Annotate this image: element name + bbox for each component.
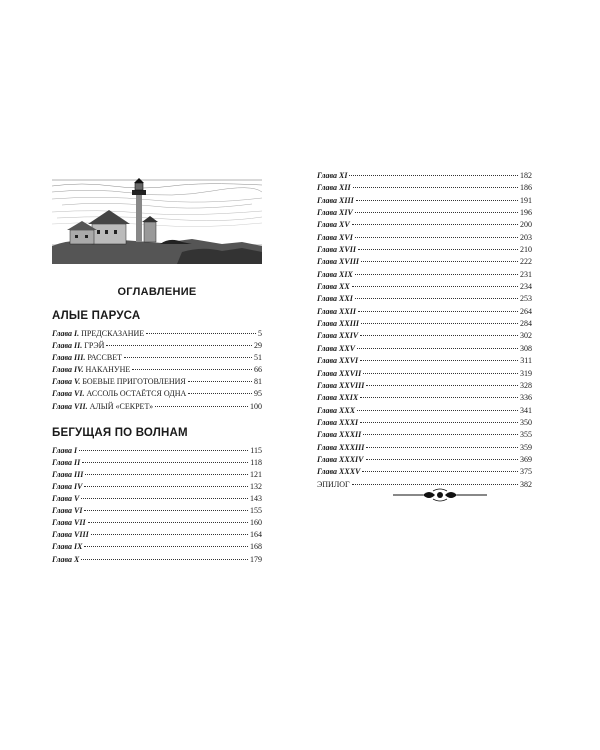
page-number: 143 [250, 494, 262, 504]
page-number: 179 [250, 554, 262, 564]
page-number: 359 [520, 442, 532, 452]
page-number: 66 [254, 365, 262, 375]
toc-entry[interactable]: Глава XIV 196 [317, 207, 532, 219]
page-number: 264 [520, 306, 532, 316]
page-number: 350 [520, 417, 532, 427]
page-number: 328 [520, 380, 532, 390]
toc-entry[interactable]: Глава XXII 264 [317, 306, 532, 318]
page-number: 196 [520, 208, 532, 218]
toc-entry[interactable]: Глава XVII 210 [317, 244, 532, 256]
toc-entry[interactable]: Глава XXIV 302 [317, 330, 532, 342]
toc-entry[interactable]: Глава XXXIII 359 [317, 442, 532, 454]
toc-entry[interactable]: Глава XXXIV 369 [317, 454, 532, 466]
page-number: 182 [520, 171, 532, 180]
page-number: 191 [520, 195, 532, 205]
toc-entry[interactable]: Глава XIII 191 [317, 195, 532, 207]
page-number: 115 [250, 445, 262, 455]
page-number: 336 [520, 393, 532, 403]
page-number: 100 [250, 401, 262, 411]
toc-entry[interactable]: Глава VI. АССОЛЬ ОСТАЁТСЯ ОДНА 95 [52, 388, 262, 400]
page-number: 132 [250, 481, 262, 491]
page-number: 95 [254, 389, 262, 399]
toc-list-section1 [52, 328, 262, 413]
toc-entry[interactable]: Глава IV. НАКАНУНЕ 66 [52, 364, 262, 376]
page-number: 369 [520, 454, 532, 464]
page-number: 284 [520, 319, 532, 329]
page-number: 164 [250, 530, 262, 540]
toc-entry[interactable]: Глава XXIX 336 [317, 392, 532, 404]
page-number: 121 [250, 469, 262, 479]
toc-entry[interactable]: Глава XI 182 [317, 170, 532, 182]
toc-entry[interactable]: Глава XXXII 355 [317, 429, 532, 441]
toc-title: ОГЛАВЛЕНИЕ [117, 286, 197, 298]
page-number: 382 [520, 479, 532, 489]
page-number: 155 [250, 506, 262, 516]
toc-entry[interactable]: Глава III 121 [52, 469, 262, 481]
right-page [317, 170, 532, 491]
toc-entry[interactable]: Глава XXXI 350 [317, 417, 532, 429]
page-number: 253 [520, 294, 532, 304]
section-title-begushchaya: БЕГУЩАЯ ПО ВОЛНАМ [52, 426, 188, 439]
toc-entry[interactable]: Глава I. ПРЕДСКАЗАНИЕ 5 [52, 328, 262, 340]
page-number: 308 [520, 343, 532, 353]
toc-entry[interactable]: Глава XXI 253 [317, 293, 532, 305]
decorative-ornament-icon [393, 488, 487, 502]
toc-entry[interactable]: Глава XVIII 222 [317, 256, 532, 268]
page-number: 51 [254, 353, 262, 363]
toc-entry[interactable]: Глава X 179 [52, 554, 262, 566]
toc-entry[interactable]: Глава XXXV 375 [317, 466, 532, 478]
toc-entry[interactable]: Глава IV 132 [52, 481, 262, 493]
toc-entry[interactable]: Глава II 118 [52, 457, 262, 469]
page-number: 302 [520, 331, 532, 341]
toc-entry[interactable]: Глава XXX 341 [317, 405, 532, 417]
toc-entry[interactable]: Глава IX 168 [52, 541, 262, 553]
page-number: 319 [520, 368, 532, 378]
toc-entry[interactable]: Глава XVI 203 [317, 232, 532, 244]
page-number: 222 [520, 257, 532, 267]
toc-entry[interactable]: Глава I 115 [52, 445, 262, 457]
page-number: 203 [520, 232, 532, 242]
page-number: 186 [520, 183, 532, 193]
toc-list-section2-continued [317, 170, 532, 491]
lighthouse-illustration [52, 172, 262, 264]
page-number: 341 [520, 405, 532, 415]
toc-entry[interactable]: Глава XXVI 311 [317, 355, 532, 367]
page-number: 5 [258, 329, 262, 338]
toc-entry[interactable]: Глава VI 155 [52, 505, 262, 517]
toc-entry[interactable]: Глава II. ГРЭЙ 29 [52, 340, 262, 352]
toc-entry-epilogue[interactable]: ЭПИЛОГ 382 [317, 479, 532, 491]
toc-entry[interactable]: Глава VIII 164 [52, 529, 262, 541]
page-number: 118 [250, 457, 262, 467]
toc-entry[interactable]: Глава V 143 [52, 493, 262, 505]
toc-entry[interactable]: Глава III. РАССВЕТ 51 [52, 352, 262, 364]
toc-entry[interactable]: Глава XXV 308 [317, 343, 532, 355]
toc-entry[interactable]: Глава V. БОЕВЫЕ ПРИГОТОВЛЕНИЯ 81 [52, 376, 262, 388]
page-number: 311 [520, 356, 532, 366]
page-number: 231 [520, 269, 532, 279]
page-number: 168 [250, 542, 262, 552]
toc-entry[interactable]: Глава XXIII 284 [317, 318, 532, 330]
toc-entry[interactable]: Глава XXVII 319 [317, 368, 532, 380]
toc-entry[interactable]: Глава VII 160 [52, 517, 262, 529]
page-number: 160 [250, 518, 262, 528]
toc-entry[interactable]: Глава XXVIII 328 [317, 380, 532, 392]
toc-entry[interactable]: Глава XIX 231 [317, 269, 532, 281]
toc-entry[interactable]: Глава VII. АЛЫЙ «СЕКРЕТ» 100 [52, 401, 262, 413]
page-number: 81 [254, 377, 262, 387]
page-number: 200 [520, 220, 532, 230]
toc-list-section2 [52, 445, 262, 566]
toc-entry[interactable]: Глава XV 200 [317, 219, 532, 231]
page-number: 355 [520, 430, 532, 440]
page-number: 234 [520, 282, 532, 292]
toc-entry[interactable]: Глава XII 186 [317, 182, 532, 194]
page-number: 375 [520, 467, 532, 477]
page-number: 29 [254, 341, 262, 351]
section-title-alye-parusa: АЛЫЕ ПАРУСА [52, 310, 141, 322]
toc-entry[interactable]: Глава XX 234 [317, 281, 532, 293]
page-number: 210 [520, 245, 532, 255]
left-page [52, 172, 262, 566]
